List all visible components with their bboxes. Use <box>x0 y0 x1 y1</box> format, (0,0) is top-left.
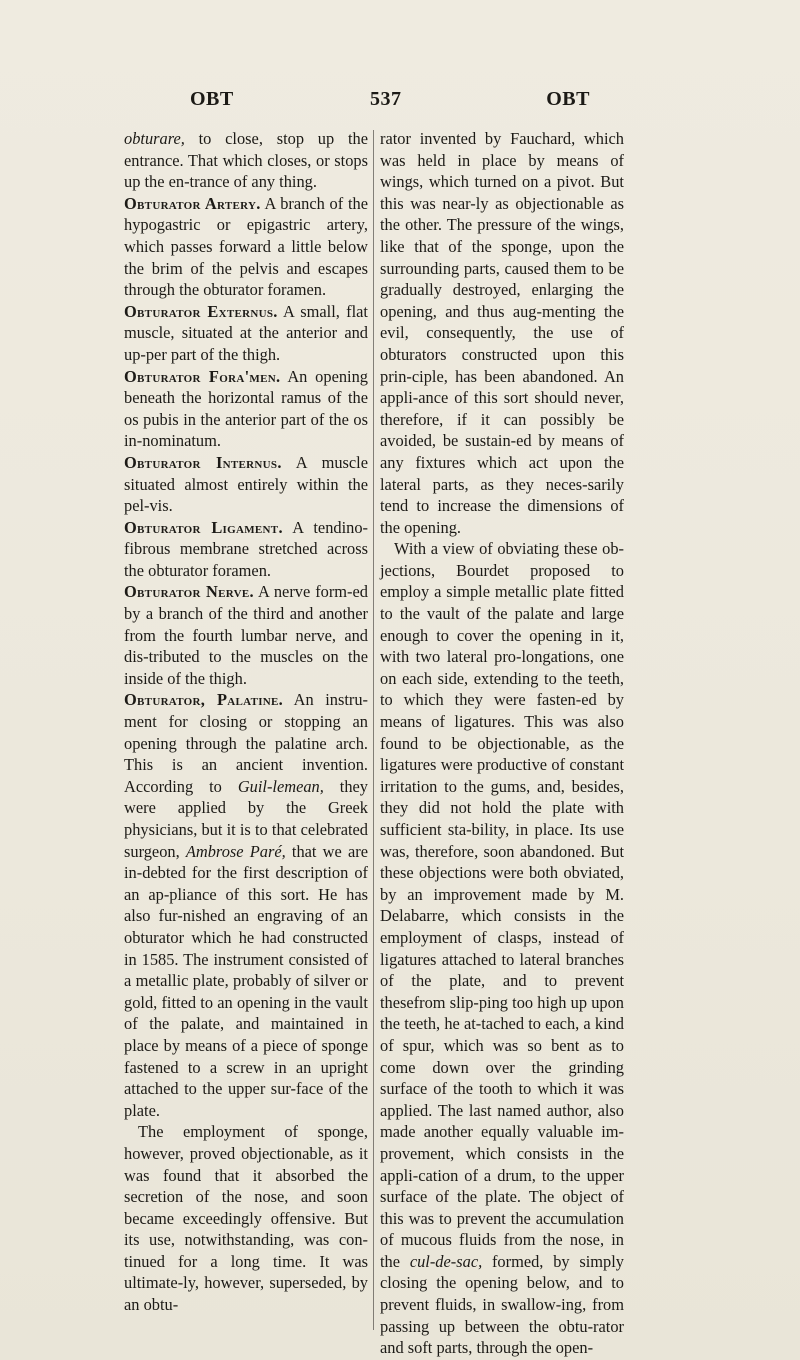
entry-obturare <box>124 128 368 193</box>
entry-term: Obturator, Palatine. <box>124 690 284 710</box>
entry-term: Obturator Nerve. <box>124 582 254 602</box>
entry-obturator-internus <box>124 452 368 517</box>
paragraph <box>380 128 624 538</box>
column-rule <box>373 130 374 1330</box>
entry-text: The employment of sponge, however, proved objectionable, as it was found that it absorbed the secretion of the nose, and soon became exceedingly offensive. But its use, notwithstanding, was con-tinued for a long time. It was ultimate-ly, however, superseded, by an obtu- <box>124 1122 368 1315</box>
entry-text: to close, stop up the entrance. That which closes, or stops up the en-trance of any thing. <box>124 129 368 192</box>
entry-term: Obturator Ligament. <box>124 517 283 537</box>
entry-text: A small, flat muscle, situated at the anterior and up-per part of the thigh. <box>124 301 368 364</box>
paragraph <box>380 538 624 1359</box>
entry-text: A tendino-fibrous membrane stretched across the obturator foramen. <box>124 517 368 580</box>
entry-text: An instru-ment for closing or stopping an opening through the palatine arch. This is an ancient invention. According to <box>124 690 368 796</box>
entry-obturator-nerve <box>124 581 368 689</box>
entry-name-italic: Guil-lemean, <box>237 776 324 796</box>
entry-name-italic: Ambrose Paré, <box>185 841 286 861</box>
entry-obturator-ligament <box>124 517 368 582</box>
entry-text: An opening beneath the horizontal ramus of the os pubis in the anterior part of the os in-nominatum. <box>124 366 368 451</box>
entry-text: they were applied by the Greek physicians, but it is to that celebrated surgeon, <box>124 776 368 861</box>
entry-text: A muscle situated almost entirely within the pel-vis. <box>124 452 368 516</box>
guide-word-right: OBT <box>546 88 590 110</box>
paragraph <box>124 1121 368 1315</box>
left-column <box>124 128 368 1316</box>
entry-name-italic: cul-de-sac, <box>409 1251 483 1271</box>
entry-text: that we are in-debted for the first description of an ap-pliance of this sort. He has also fur-nished an engraving of an obturator which he had constructed in 1585. The instrument consisted of a metallic plate, probably of silver or gold, fitted to an opening in the vault of the palate, and maintained in place by means of a piece of sponge fastened to a screw in an upright attached to the upper sur-face of the plate. <box>124 841 368 1120</box>
entry-obturator-externus <box>124 301 368 366</box>
entry-obturator-foramen <box>124 366 368 452</box>
entry-text: A branch of the hypogastric or epigastric artery, which passes forward a little below the brim of the pelvis and escapes through the obturator foramen. <box>124 193 368 300</box>
entry-term: Obturator Externus. <box>124 301 278 321</box>
entry-text: rator invented by Fauchard, which was held in place by means of wings, which turned on a pivot. But this was near-ly as objectionable as the other. The pressure of the wings, like that of the sponge, upon the surrounding parts, caused them to be gradually destroyed, enlarging the opening, and thus aug-menting the evil, consequently, the use of obturators constructed upon this prin-ciple, has been abandoned. An appli-ance of this sort should never, therefore, if it can possibly be avoided, be sustain-ed by means of any fixtures which act upon the lateral parts, as they neces-sarily tend to increase the dimensions of the opening. <box>380 129 624 537</box>
entry-term: Obturator Fora'men. <box>124 366 281 386</box>
entry-etymon: obturare, <box>124 129 185 148</box>
entry-text: With a view of obviating these ob-jections, Bourdet proposed to employ a simple metallic plate fitted to the vault of the palate and large enough to cover the opening in it, with two lateral pro-longations, one on each side, extending to the teeth, to which they were fasten-ed by means of ligatures. This was also found to be objectionable, as the ligatures were productive of constant irritation to the gums, and, besides, they did not hold the plate with sufficient sta-bility, in place. Its use was, therefore, soon abandoned. But these objections were both obviated, by an improvement made by M. Delabarre, which consists in the employment of clasps, instead of ligatures attached to lateral branches of the plate, and to prevent thesefrom slip-ping too high up upon the teeth, he at-tached to each, a kind of spur, which was so bent as to come down over the grinding surface of the tooth to which it was applied. The last named author, also made another equally valuable im-provement, which consists in the appli-cation of a drum, to the upper surface of the plate. The object of this was to prevent the accumulation of mucous fluids from the nose, in the <box>380 539 624 1271</box>
entry-term: Obturator Artery. <box>124 193 261 213</box>
entry-text: formed, by simply closing the opening below, and to prevent fluids, in swallow-ing, from passing up between the obtu-rator and soft parts, through the open- <box>380 1251 625 1358</box>
entry-term: Obturator Internus. <box>124 452 282 472</box>
running-head <box>190 88 590 114</box>
entry-obturator-artery <box>124 193 368 301</box>
right-column <box>380 128 624 1359</box>
guide-word-left: OBT <box>190 88 234 110</box>
entry-text: A nerve form-ed by a branch of the third and another from the fourth lumbar nerve, and dis-tributed to the muscles on the inside of the thigh. <box>124 582 368 688</box>
page-number: 537 <box>370 88 402 110</box>
entry-obturator-palatine <box>124 689 368 1121</box>
